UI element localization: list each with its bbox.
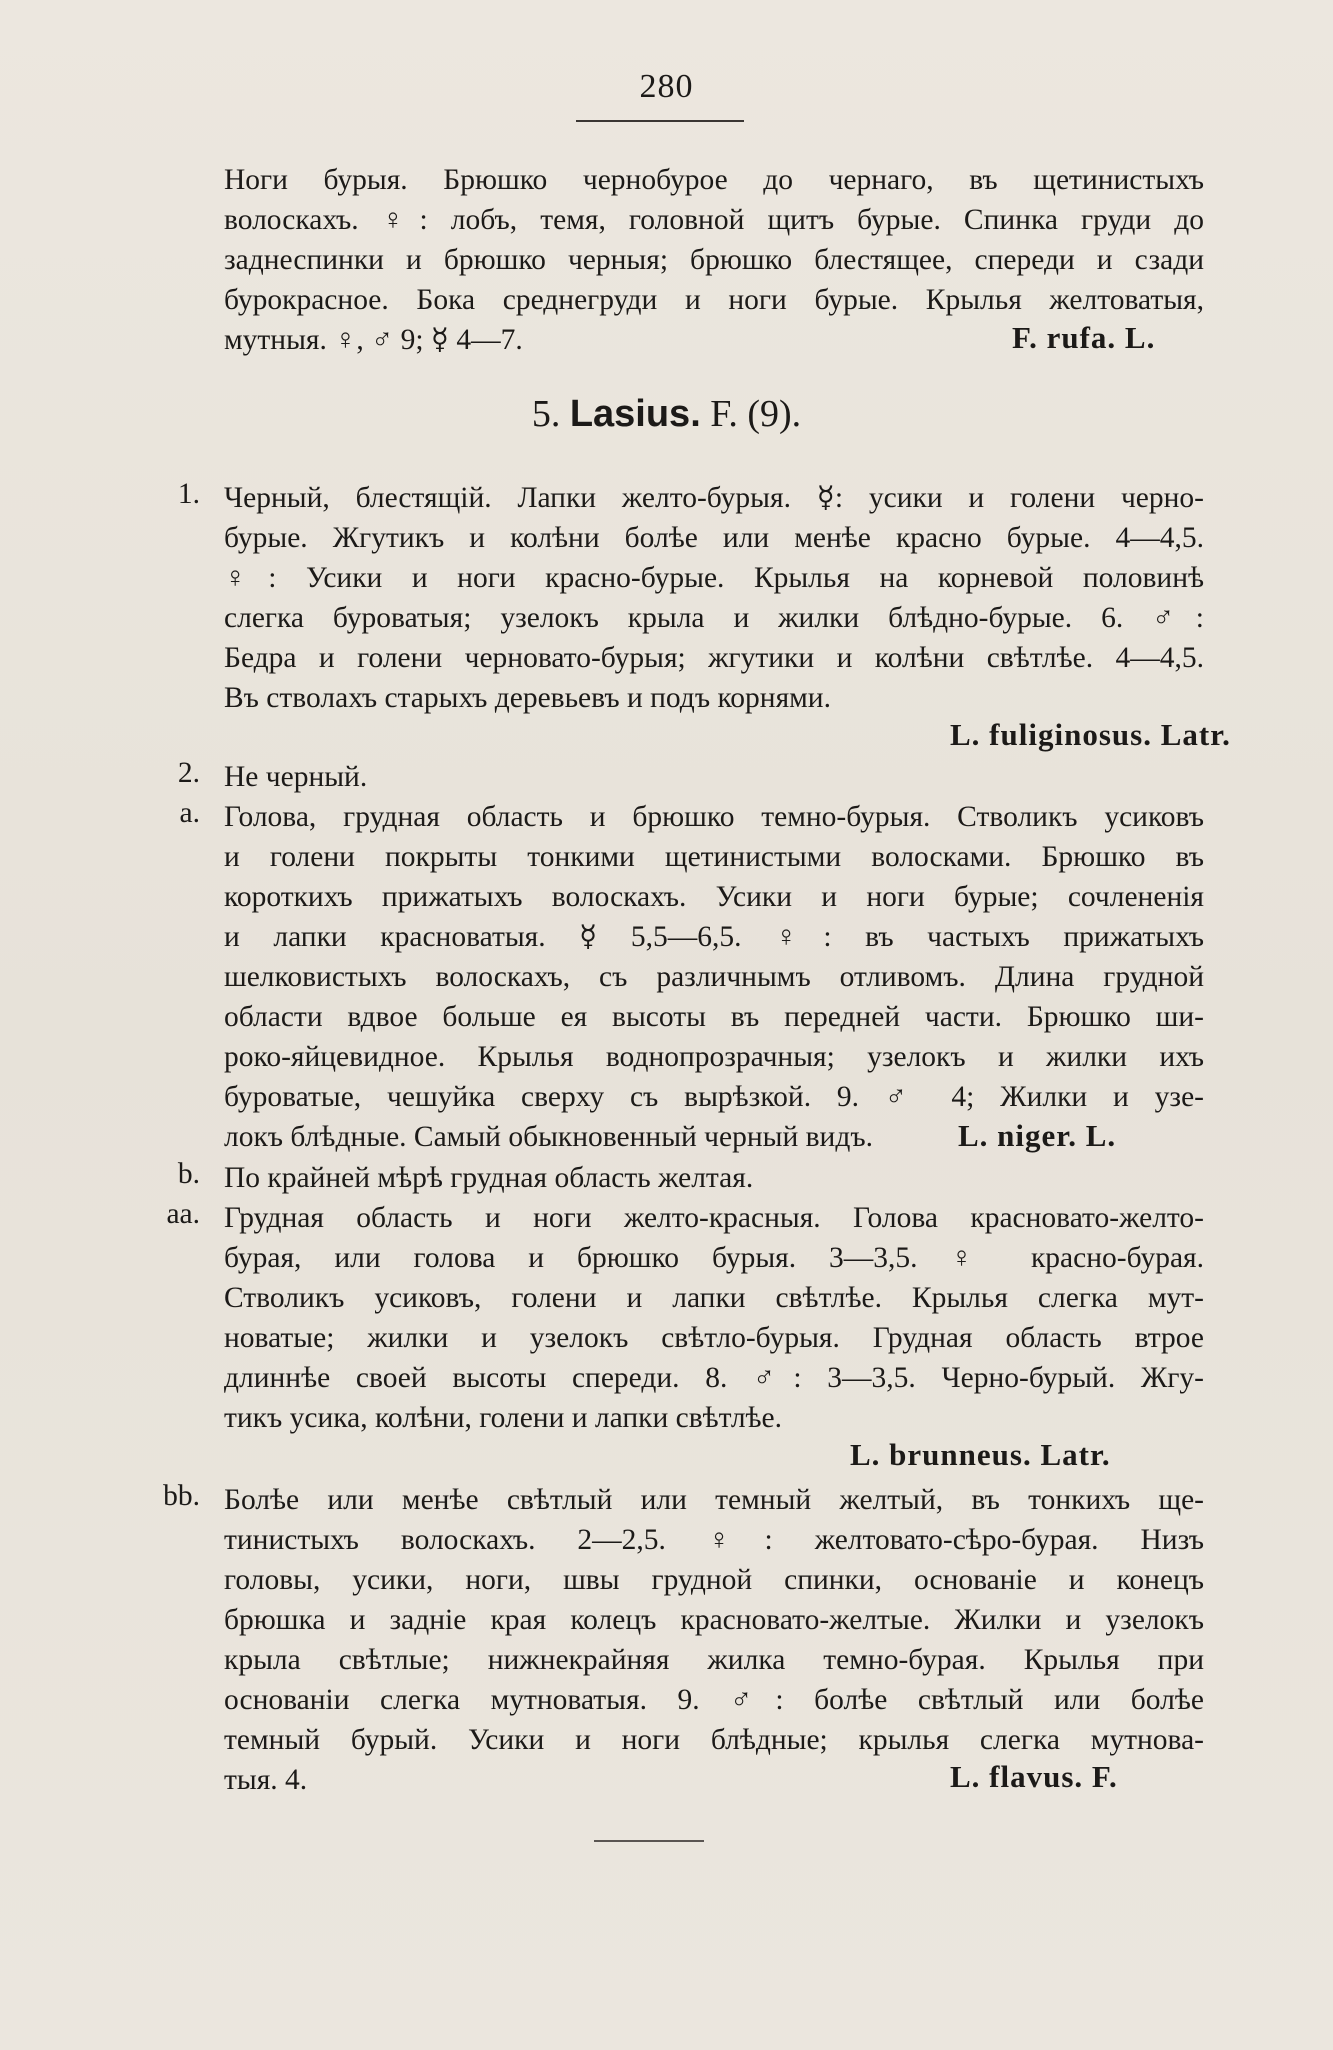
end-rule xyxy=(594,1840,704,1842)
key-line: ♀: Усики и ноги красно-бурые. Крылья на корневой половинѣ xyxy=(224,562,1204,594)
species-name: L. brunneus. Latr. xyxy=(850,1437,1111,1472)
key-marker: 1. xyxy=(177,478,200,510)
key-line: слегка буроватыя; узелокъ крыла и жилки блѣдно-бурые. 6. ♂: xyxy=(224,602,1204,634)
intro-line: заднеспинки и брюшко черныя; брюшко блестящее, спереди и сзади xyxy=(224,244,1204,276)
intro-line: Ноги бурыя. Брюшко чернобурое до чернаго, въ щетинистыхъ xyxy=(224,164,1204,196)
key-line: тинистыхъ волоскахъ. 2—2,5. ♀: желтовато-сѣро-бурая. Низъ xyxy=(224,1524,1204,1556)
intro-line: волоскахъ. ♀: лобъ, темя, головной щитъ бурые. Спинка груди до xyxy=(224,204,1204,236)
page-number: 280 xyxy=(639,68,694,105)
key-line: бурая, или голова и брюшко бурыя. 3—3,5. ♀ красно-бурая. xyxy=(224,1242,1204,1274)
species-name: F. rufa. L. xyxy=(1012,320,1156,355)
key-line: Бедра и голени черновато-бурыя; жгутики и колѣни свѣтлѣе. 4—4,5. xyxy=(224,642,1204,674)
key-line: буроватые, чешуйка сверху съ вырѣзкой. 9. ♂ 4; Жилки и узе- xyxy=(224,1081,1204,1113)
key-line: основаніи слегка мутноватыя. 9. ♂: болѣе свѣтлый или болѣе xyxy=(224,1684,1204,1716)
key-line: крыла свѣтлые; нижнекрайняя жилка темно-бурая. Крылья при xyxy=(224,1644,1204,1676)
genus-author: F. (9). xyxy=(710,393,802,435)
page-number-rule xyxy=(576,120,744,122)
key-marker: b. xyxy=(177,1158,200,1190)
key-line: роко-яйцевидное. Крылья воднопрозрачныя; узелокъ и жилки ихъ xyxy=(224,1041,1204,1073)
key-line: локъ блѣдные. Самый обыкновенный черный видъ. xyxy=(224,1121,873,1153)
key-line: Болѣе или менѣе свѣтлый или темный желтый, въ тонкихъ ще- xyxy=(224,1484,1204,1516)
key-line: длиннѣе своей высоты спереди. 8. ♂: 3—3,5. Черно-бурый. Жгу- xyxy=(224,1362,1204,1394)
species-name: L. fuliginosus. Latr. xyxy=(950,717,1231,752)
key-line: Голова, грудная область и брюшко темно-бурыя. Стволикъ усиковъ xyxy=(224,801,1204,833)
key-line: Грудная область и ноги желто-красныя. Голова красновато-желто- xyxy=(224,1202,1204,1234)
key-line: тыя. 4. xyxy=(224,1764,308,1796)
key-line: Черный, блестящій. Лапки желто-бурыя. ☿: усики и голени черно- xyxy=(224,482,1204,514)
key-line: и голени покрыты тонкими щетинистыми волосками. Брюшко въ xyxy=(224,841,1204,873)
genus-heading xyxy=(0,392,1333,436)
key-line: головы, усики, ноги, швы грудной спинки, основаніе и конецъ xyxy=(224,1564,1204,1596)
intro-line: бурокрасное. Бока среднегруди и ноги бурые. Крылья желтоватыя, xyxy=(224,284,1204,316)
key-line: тикъ усика, колѣни, голени и лапки свѣтлѣе. xyxy=(224,1402,783,1434)
key-marker: bb. xyxy=(163,1480,200,1512)
key-line: темный бурый. Усики и ноги блѣдные; крылья слегка мутнова- xyxy=(224,1724,1204,1756)
key-line: области вдвое больше ея высоты въ передней части. Брюшко ши- xyxy=(224,1001,1204,1033)
genus-name: Lasius. xyxy=(569,393,701,435)
intro-line: мутныя. ♀, ♂ 9; ☿ 4—7. xyxy=(224,324,523,356)
key-line: короткихъ прижатыхъ волоскахъ. Усики и ноги бурые; сочлененія xyxy=(224,881,1204,913)
key-line: брюшка и задніе края колецъ красновато-желтые. Жилки и узелокъ xyxy=(224,1604,1204,1636)
key-marker: 2. xyxy=(177,757,200,789)
key-line: новатые; жилки и узелокъ свѣтло-бурыя. Грудная область втрое xyxy=(224,1322,1204,1354)
key-marker: aa. xyxy=(166,1198,200,1230)
key-line: Стволикъ усиковъ, голени и лапки свѣтлѣе. Крылья слегка мут- xyxy=(224,1282,1204,1314)
genus-number: 5. xyxy=(531,393,561,435)
species-name: L. flavus. F. xyxy=(950,1759,1118,1794)
species-name: L. niger. L. xyxy=(958,1118,1117,1153)
key-line: Не черный. xyxy=(224,761,368,793)
key-marker: a. xyxy=(179,797,200,829)
key-line: По крайней мѣрѣ грудная область желтая. xyxy=(224,1162,754,1194)
key-line: шелковистыхъ волоскахъ, съ различнымъ отливомъ. Длина грудной xyxy=(224,961,1204,993)
key-line: бурые. Жгутикъ и колѣни болѣе или менѣе красно бурые. 4—4,5. xyxy=(224,522,1204,554)
key-line: Въ стволахъ старыхъ деревьевъ и подъ корнями. xyxy=(224,682,831,714)
key-line: и лапки красноватыя. ☿ 5,5—6,5. ♀: въ частыхъ прижатыхъ xyxy=(224,921,1204,953)
